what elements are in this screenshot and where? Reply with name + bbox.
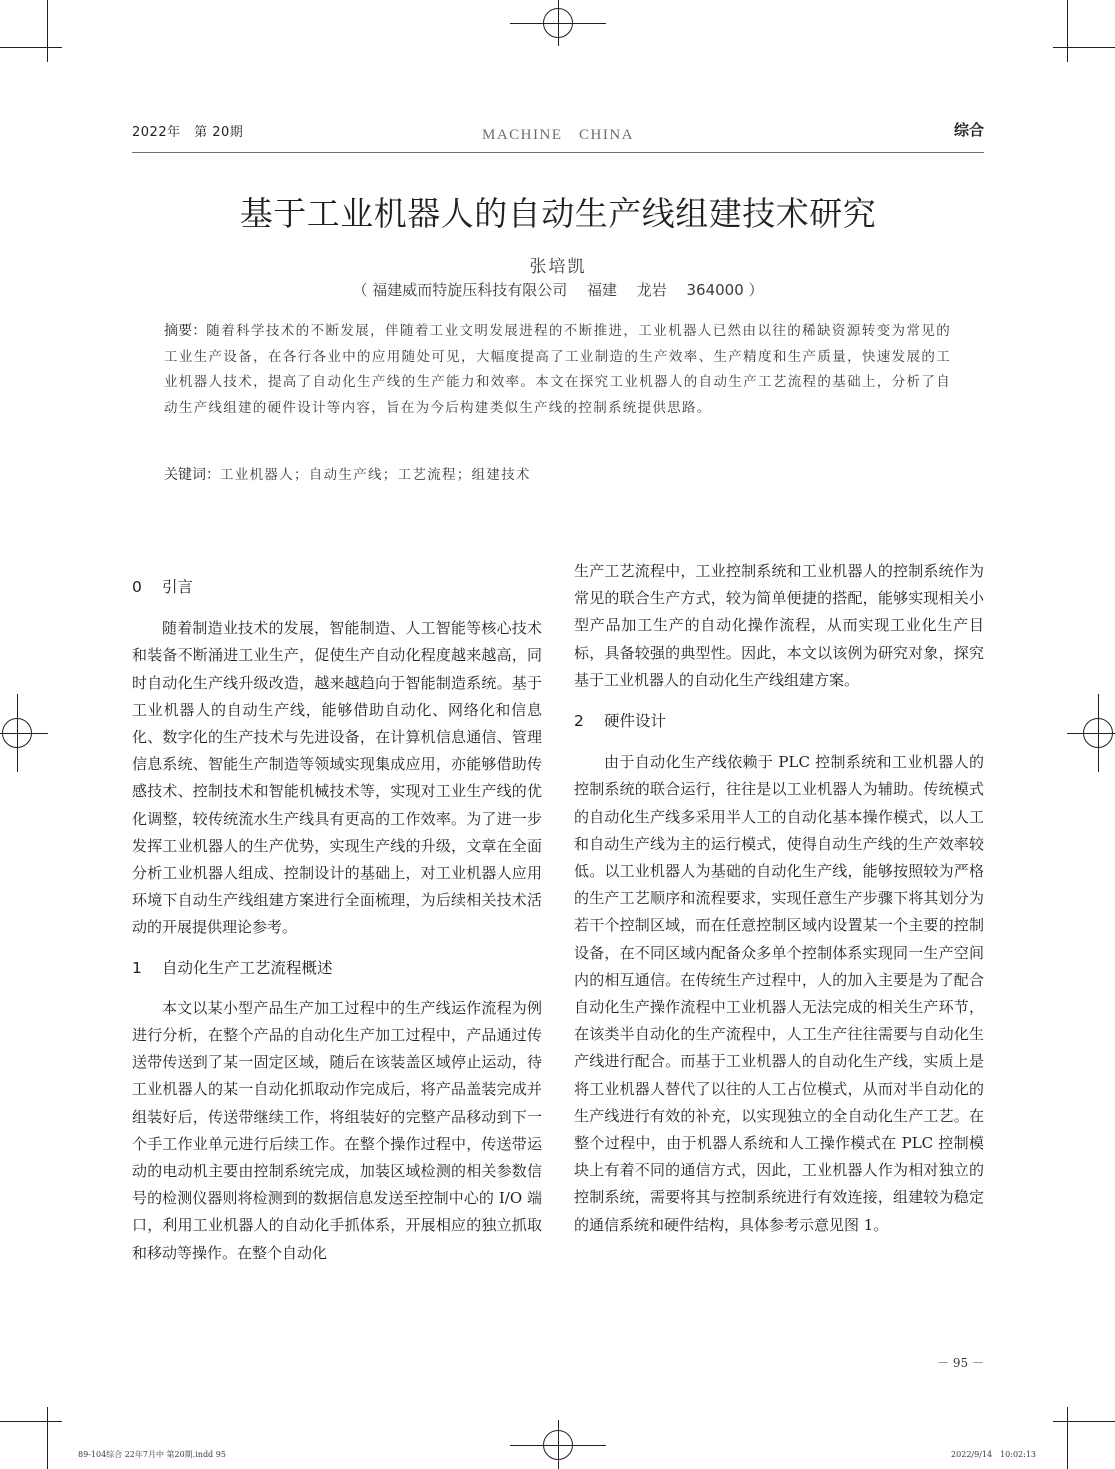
abstract [164, 319, 951, 421]
author-affiliation: （ 福建威而特旋压科技有限公司 福建 龙岩 364000 ） [352, 281, 764, 299]
section-title: 引言 [162, 578, 194, 596]
journal-name: MACHINE CHINA [482, 127, 634, 143]
paragraph: 由于自动化生产线依赖于 PLC 控制系统和工业机器人的控制系统的联合运行，往往是以工业机器人为辅助。传统模式的自动化生产线多采用半人工的自动化基本操作模式，以人工和自动生产线为主的运行模式，使得自动生产线的生产效率较低。以工业机器人为基础的自动化生产线，能够按照较为严格的生产工艺顺序和流程要求，实现任意生产步骤下将其划分为若干个控制区域，而在任意控制区域内设置某一个主要的控制设备，在不同区域内配备众多单个控制体系实现同一生产空间内的相互通信。在传统生产过程中，人的加入主要是为了配合自动化生产操作流程中工业机器人无法完成的相关生产环节，在该类半自动化的生产流程中，人工生产往往需要与自动化生产线进行配合。而基于工业机器人的自动化生产线，实质上是将工业机器人替代了以往的人工占位模式，从而对半自动化的生产线进行有效的补充，以实现独立的全自动化生产工艺。在整个过程中，由于机器人系统和人工操作模式在 PLC 控制模块上有着不同的通信方式，因此，工业机器人作为相对独立的控制系统，需要将其与控制系统进行有效连接，组建较为稳定的通信系统和硬件结构，具体参考示意见图 1。 [574, 753, 984, 1234]
section-number: 1 [132, 958, 142, 977]
keywords-text: 工业机器人；自动生产线；工艺流程；组建技术 [220, 467, 531, 483]
section-label: 综合 [953, 121, 984, 139]
section-heading-1 [132, 955, 542, 982]
section-title: 硬件设计 [604, 712, 667, 731]
keywords-label: 关键词： [164, 467, 220, 483]
article-title: 基于工业机器人的自动生产线组建技术研究 [239, 194, 877, 233]
paragraph: 随着制造业技术的发展，智能制造、人工智能等核心技术和装备不断涌进工业生产，促使生产自动化程度越来越高，同时自动化生产线升级改造，越来越趋向于智能制造系统。基于工业机器人的自动生产线，能够借助自动化、网络化和信息化、数字化的生产技术与先进设备，在计算机信息通信、管理信息系统、智能生产制造等领域实现集成应用，亦能够借助传感技术、控制技术和智能机械技术等，实现对工业生产线的优化调整，较传统流水生产线具有更高的工作效率。为了进一步发挥工业机器人的生产优势，实现生产线的升级，文章在全面分析工业机器人组成、控制设计的基础上，对工业机器人应用环境下自动生产线组建方案进行全面梳理，为后续相关技术活动的开展提供理论参考。 [132, 619, 542, 937]
paragraph-continued: 生产工艺流程中，工业控制系统和工业机器人的控制系统作为常见的联合生产方式，较为简单便捷的搭配，能够实现相关小型产品加工生产的自动化操作流程，从而实现工业化生产目标，具备较强的典型性。因此，本文以该例为研究对象，探究基于工业机器人的自动化生产线组建方案。 [574, 562, 984, 689]
right-column [574, 558, 984, 1239]
author-name: 张培凯 [529, 257, 587, 277]
keywords [164, 463, 951, 487]
left-column [132, 574, 542, 1267]
section-title: 自动化生产工艺流程概述 [162, 958, 333, 977]
paragraph: 本文以某小型产品生产加工过程中的生产线运作流程为例进行分析，在整个产品的自动化生产加工过程中，产品通过传送带传送到了某一固定区域，随后在该装盖区域停止运动，待工业机器人的某一自动化抓取动作完成后，将产品盖装完成并组装好后，传送带继续工作，将组装好的完整产品移动到下一个手工作业单元进行后续工作。在整个操作过程中，传送带运动的电动机主要由控制系统完成，加装区域检测的相关参数信号的检测仪器则将检测到的数据信息发送至控制中心的 I/O 端口，利用工业机器人的自动化手抓体系，开展相应的独立抓取和移动等操作。在整个自动化 [132, 998, 542, 1262]
section-number: 0 [132, 578, 142, 596]
print-slug-date: 2022/9/14 10:02:13 [951, 1450, 1036, 1459]
page-number: － 95 － [937, 1356, 984, 1370]
issue-info: 2022年 第 20期 [132, 125, 244, 140]
section-heading-2 [574, 708, 984, 735]
abstract-text: 随着科学技术的不断发展，伴随着工业文明发展进程的不断推进，工业机器人已然由以往的稀缺资源转变为常见的工业生产设备，在各行各业中的应用随处可见，大幅度提高了工业制造的生产效率、生产精度和生产质量，快速发展的工业机器人技术，提高了自动化生产线的生产能力和效率。本文在探究工业机器人的自动生产工艺流程的基础上，分析了自动生产线组建的硬件设计等内容，旨在为今后构建类似生产线的控制系统提供思路。 [164, 323, 952, 416]
print-slug-file: 89-104综合 22年7月中 第20期.indd 95 [78, 1450, 226, 1459]
section-heading-0 [132, 574, 542, 601]
header-rule [132, 152, 984, 153]
abstract-label: 摘要： [164, 323, 207, 339]
section-number: 2 [574, 712, 584, 731]
